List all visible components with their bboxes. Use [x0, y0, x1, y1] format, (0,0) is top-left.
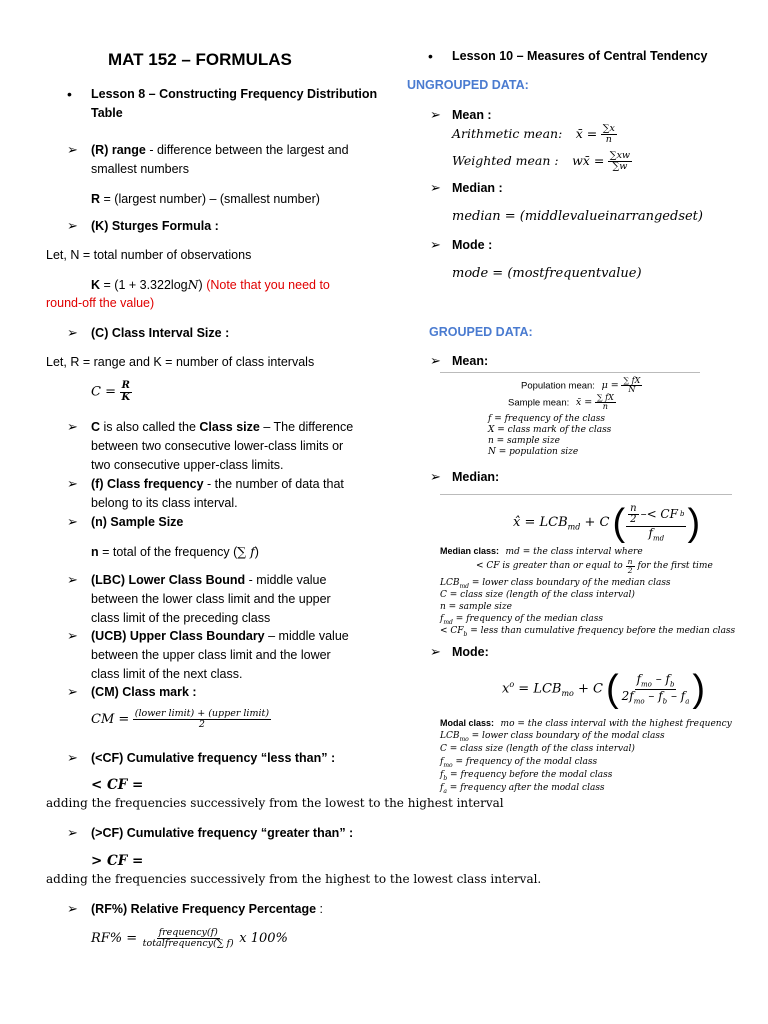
arrow-bullet-icon: ➢	[67, 825, 78, 840]
sturges-formula: K = (1 + 3.322logN) (Note that you need to	[91, 277, 330, 292]
definition-x: X = class mark of the class	[488, 425, 612, 435]
sturges-note-cont: round-off the value)	[46, 296, 155, 310]
lesson10-heading: Lesson 10 – Measures of Central Tendency	[452, 49, 708, 63]
class-size-definition-cont: between two consecutive lower-class limits or	[91, 439, 344, 453]
arrow-bullet-icon: ➢	[67, 572, 78, 587]
arrow-bullet-icon: ➢	[67, 218, 78, 233]
grouped-mode-formula: $x^o = LCB_{mo} + C$ ( $\frac{f_{mo} - f_b}{2f_{mo} - f_b - f_a}$ )	[502, 668, 706, 710]
let-r-text: Let, R = range and K = number of class intervals	[46, 355, 315, 369]
arrow-bullet-icon: ➢	[67, 419, 78, 434]
arrow-bullet-icon: ➢	[67, 514, 78, 529]
modal-def-fa: $f_a$ = frequency after the modal class	[440, 783, 605, 795]
less-than-cf-formula: < CF =	[91, 777, 144, 793]
greater-than-cf-heading: (>CF) Cumulative frequency “greater than” :	[91, 826, 354, 840]
lbc-definition: (LBC) Lower Class Bound - middle value	[91, 573, 327, 587]
ungrouped-mean-heading: Mean :	[452, 108, 492, 122]
sturges-note: (Note that you need to	[202, 278, 330, 292]
population-mean-formula: Population mean: μ = $\frac{\sum fX}{N}$	[521, 376, 641, 395]
less-than-cf-description: adding the frequencies successively from the lowest to the highest interval	[46, 796, 504, 810]
weighted-mean-formula: Weighted mean : wx̄ = $\frac{\sum xw}{\sum w}$	[452, 150, 631, 172]
arrow-bullet-icon: ➢	[67, 684, 78, 699]
median-class-definition-cont: < CF is greater than or equal to $\frac{n}{2}$ for the first time	[476, 557, 713, 575]
median-def-n: n = sample size	[440, 602, 512, 612]
greater-than-cf-formula: > CF =	[91, 853, 144, 869]
ungrouped-median-heading: Median :	[452, 181, 503, 195]
arrow-bullet-icon: ➢	[430, 353, 441, 368]
sample-size-heading: (n) Sample Size	[91, 515, 184, 529]
median-def-lcb: $LCB_{md}$ = lower class boundary of the median class	[440, 578, 671, 590]
class-mark-formula: CM = $\frac{\text{(lower limit) + (upper limit)}}{2}$	[91, 708, 270, 730]
arrow-bullet-icon: ➢	[67, 142, 78, 157]
class-mark-heading: (CM) Class mark :	[91, 685, 197, 699]
class-interval-formula: C = $\frac{R}{K}$	[91, 380, 131, 403]
less-than-cf-heading: (<CF) Cumulative frequency “less than” :	[91, 751, 336, 765]
definition-f: f = frequency of the class	[488, 414, 605, 424]
class-size-definition-cont: two consecutive upper-class limits.	[91, 458, 284, 472]
range-formula: R = (largest number) – (smallest number)	[91, 192, 320, 206]
range-definition: (R) range - difference between the largest and	[91, 143, 349, 157]
let-n-text: Let, N = total number of observations	[46, 248, 252, 262]
grouped-mode-heading: Mode:	[452, 645, 489, 659]
modal-def-fmo: $f_{mo}$ = frequency of the modal class	[440, 757, 598, 769]
grouped-median-formula: x̂ = $LCB_{md} + C$ ( $\frac{n}{2}$ –< CF b $f_{md}$ )	[513, 502, 701, 544]
arrow-bullet-icon: ➢	[67, 476, 78, 491]
ungrouped-heading: UNGROUPED DATA:	[407, 78, 529, 92]
arrow-bullet-icon: ➢	[67, 628, 78, 643]
ucb-definition-cont: class limit of the next class.	[91, 667, 243, 681]
grouped-heading: GROUPED DATA:	[429, 325, 533, 339]
lesson8-heading-cont: Table	[91, 106, 123, 120]
modal-def-lcb: $LCB_{mo}$ = lower class boundary of the modal class	[440, 731, 665, 743]
grouped-mean-heading: Mean:	[452, 354, 489, 368]
definition-n: n = sample size	[488, 436, 560, 446]
arrow-bullet-icon: ➢	[430, 469, 441, 484]
relative-frequency-heading: (RF%) Relative Frequency Percentage :	[91, 902, 324, 916]
arrow-bullet-icon: ➢	[430, 180, 441, 195]
modal-def-c: C = class size (length of the class interval)	[440, 744, 635, 754]
ucb-definition: (UCB) Upper Class Boundary – middle value	[91, 629, 349, 643]
arithmetic-mean-formula: Arithmetic mean: x̄ = $\frac{\sum x}{n}$	[452, 123, 615, 145]
arrow-bullet-icon: ➢	[430, 237, 441, 252]
modal-class-definition: Modal class: mo = the class interval with the highest frequency	[440, 718, 732, 729]
page-title: MAT 152 – FORMULAS	[108, 50, 292, 69]
ungrouped-median-formula: median = (middlevalueinarrangedset)	[452, 209, 703, 224]
median-def-fmd: $f_{md}$ = frequency of the median class	[440, 614, 604, 626]
sample-size-formula: n = total of the frequency (∑ f)	[91, 544, 259, 559]
class-frequency-definition: (f) Class frequency - the number of data that	[91, 477, 344, 491]
arrow-bullet-icon: ➢	[430, 107, 441, 122]
ungrouped-mode-heading: Mode :	[452, 238, 493, 252]
bullet-icon: •	[67, 86, 72, 102]
arrow-bullet-icon: ➢	[430, 644, 441, 659]
class-size-definition: C is also called the Class size – The difference	[91, 420, 354, 434]
median-class-definition: Median class: md = the class interval where	[440, 546, 643, 557]
arrow-bullet-icon: ➢	[67, 901, 78, 916]
class-interval-heading: (C) Class Interval Size :	[91, 326, 230, 340]
grouped-median-heading: Median:	[452, 470, 500, 484]
range-definition-cont: smallest numbers	[91, 162, 189, 176]
sample-mean-formula: Sample mean: x̄ = $\frac{\sum fX}{n}$	[508, 393, 614, 412]
relative-frequency-formula: RF% = $\frac{\text{frequency(f)}}{\text{totalfrequency(∑ f)}}$ x 100%	[91, 927, 288, 949]
arrow-bullet-icon: ➢	[67, 325, 78, 340]
greater-than-cf-description: adding the frequencies successively from the highest to the lowest class interval.	[46, 872, 542, 886]
lbc-definition-cont: between the lower class limit and the upper	[91, 592, 331, 606]
ucb-definition-cont: between the upper class limit and the lower	[91, 648, 331, 662]
class-frequency-definition-cont: belong to its class interval.	[91, 496, 238, 510]
definition-N: N = population size	[488, 447, 579, 457]
modal-def-fb: $f_b$ = frequency before the modal class	[440, 770, 613, 782]
arrow-bullet-icon: ➢	[67, 750, 78, 765]
bullet-icon: •	[428, 48, 433, 64]
median-def-c: C = class size (length of the class interval)	[440, 590, 635, 600]
lesson8-heading: Lesson 8 – Constructing Frequency Distribution	[91, 87, 378, 101]
lbc-definition-cont: class limit of the preceding class	[91, 611, 271, 625]
median-def-cfb: < $CF_b$ = less than cumulative frequency before the median class	[440, 626, 736, 638]
sturges-heading: (K) Sturges Formula :	[91, 219, 219, 233]
ungrouped-mode-formula: mode = (mostfrequentvalue)	[452, 266, 642, 281]
